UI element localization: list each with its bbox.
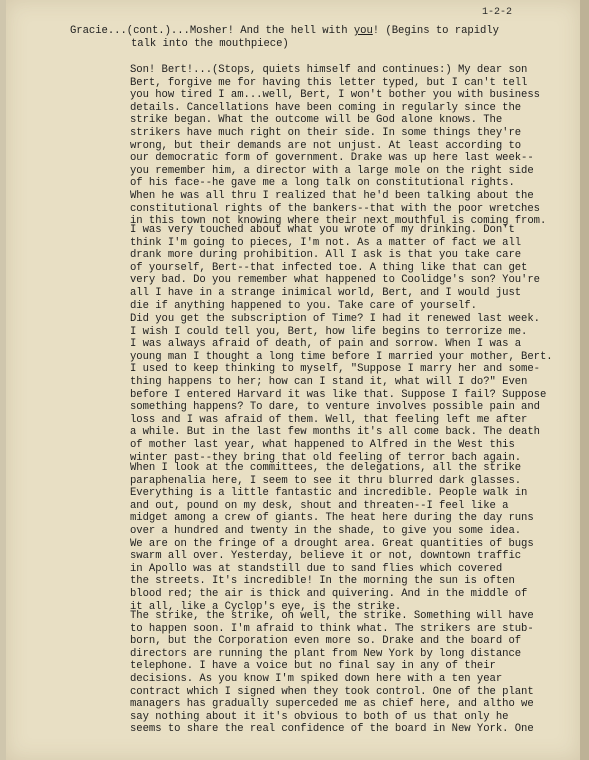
stage-direction: talk into the mouthpiece)	[131, 38, 289, 50]
paragraph-line: decisions. As you know I'm spiked down here with a ten year	[130, 673, 503, 685]
paragraph-line: Did you get the subscription of Time? I had it renewed last week.	[130, 313, 540, 325]
paragraph-line: over a hundred and twenty in the shade, to give you some idea.	[130, 525, 522, 537]
page-number: 1-2-2	[482, 7, 513, 18]
paragraph-line: the streets. It's incredible! In the morning the sun is often	[130, 575, 515, 588]
paragraph-line: When I look at the committees, the delegations, all the strike	[130, 462, 522, 474]
paragraph-line: blood red; the air is thick and quivering. And in the middle of	[130, 588, 528, 600]
paragraph-line: midget among a crew of giants. The heat here during the day runs	[130, 512, 534, 525]
paragraph-line: swarm all over. Yesterday, believe it or not, downtown traffic	[130, 550, 522, 563]
paragraph-line: born, but the Corporation even more so. Drake and the board of	[130, 635, 522, 648]
paragraph-line: it all, like a Cyclop's eye, is the strike.	[130, 600, 402, 613]
heading-line	[70, 25, 499, 38]
paragraph-line: of yourself, Bert--that infected toe. A thing like that can get	[130, 261, 528, 274]
paragraph-line: strike began. What the outcome will be God alone knows. The	[130, 114, 503, 127]
paragraph-line: a while. But in the last few months it's all come back. The death	[130, 426, 540, 439]
paragraph-line: strikers have much right on their side. In some things they're	[130, 127, 522, 139]
paragraph-line: seems to share the real confidence of the board in New York. One	[130, 723, 534, 736]
paragraph-line: all I have in a strange inimical world, Bert, and I would just	[130, 287, 522, 299]
paragraph-line: directors are running the plant from New York by long distance	[130, 647, 522, 660]
paragraph-line: winter past--they bring that old feeling of terror bach again.	[130, 451, 522, 464]
paragraph-line: young man I thought a long time before I married your mother, Bert.	[130, 350, 553, 363]
paragraph-line: contract which I signed when they took control. One of the plant	[130, 685, 534, 698]
paragraph-line: very bad. Do you remember what happened to Coolidge's son? You're	[130, 274, 540, 287]
paragraph-line: die if anything happened to you. Take care of yourself.	[130, 299, 477, 312]
paragraph-line: before I entered Harvard it was like that. Suppose I fail? Suppose	[130, 388, 547, 401]
paragraph-line: Son! Bert!...(Stops, quiets himself and continues:) My dear son	[130, 64, 528, 76]
paragraph-line: paraphenalia here, I seem to see it thru blurred dark glasses.	[130, 474, 522, 487]
paragraph-line: Everything is a little fantastic and incredible. People walk in	[130, 487, 528, 500]
paragraph-line: I wish I could tell you, Bert, how life begins to terrorize me.	[130, 325, 528, 338]
paragraph-line: of his face--he gave me a long talk on constitutional rights.	[130, 177, 515, 190]
paragraph-line: you remember him, a director with a large mole on the right side	[130, 164, 534, 177]
paragraph-line: The strike, the strike, oh well, the strike. Something will have	[130, 610, 534, 622]
paragraph-line: We are on the fringe of a drought area. Great quantities of bugs	[130, 537, 534, 550]
paragraph-line: and out, pound on my desk, shout and threaten--I feel like a	[130, 499, 509, 512]
paragraph-line: drank more during prohibition. All I ask is that you take care	[130, 249, 522, 262]
emphasized-word: you	[353, 25, 373, 37]
paragraph-line: constitutional rights of the bankers--that with the poor wretches	[130, 202, 540, 215]
paragraph-line: loss and I was afraid of them. Well, that feeling left me after	[130, 413, 528, 426]
paragraph-line: in Apollo was at standstill due to sand flies which covered	[130, 562, 503, 575]
paragraph-line: think I'm going to pieces, I'm not. As a matter of fact we all	[130, 236, 522, 249]
paragraph-line: I was very touched about what you wrote of my drinking. Don't	[130, 224, 515, 236]
paragraph-line: in this town not knowing where their next mouthful is coming from.	[130, 215, 547, 228]
paragraph-line: of mother last year, what happened to Alfred in the West this	[130, 439, 515, 451]
paragraph-line: something happens? To dare, to venture involves possible pain and	[130, 401, 540, 414]
paragraph-line: thing happens to her; how can I stand it, what will I do?" Even	[130, 376, 528, 388]
paragraph-line: details. Cancellations have been coming in regularly since the	[130, 101, 522, 114]
paragraph-line: to happen soon. I'm afraid to think what. The strikers are stub-	[130, 622, 534, 635]
paragraph-line: say nothing about it it's obvious to both of us that only he	[130, 710, 509, 723]
paragraph-line: telephone. I have a voice but no final say in any of their	[130, 660, 496, 673]
paragraph-line: you how tired I am...well, Bert, I won't bother you with business	[130, 89, 540, 102]
paragraph-line: Bert, forgive me for having this letter typed, but I can't tell	[130, 76, 528, 89]
paragraph-line: I used to keep thinking to myself, "Suppose I marry her and some-	[130, 363, 540, 376]
paragraph-line: managers has gradually superceded me as chief here, and altho we	[130, 698, 534, 711]
speaker-text: Gracie...(cont.)...Mosher! And the hell with	[70, 25, 354, 37]
paragraph-line: I was always afraid of death, of pain and sorrow. When I was a	[130, 338, 522, 351]
paragraph-line: our democratic form of government. Drake was up here last week--	[130, 152, 534, 165]
heading-rest: ! (Begins to rapidly	[372, 25, 499, 37]
paragraph-line: wrong, but their demands are not unjust. At least according to	[130, 139, 522, 152]
paragraph-line: When he was all thru I realized that he'd been talking about the	[130, 190, 534, 202]
